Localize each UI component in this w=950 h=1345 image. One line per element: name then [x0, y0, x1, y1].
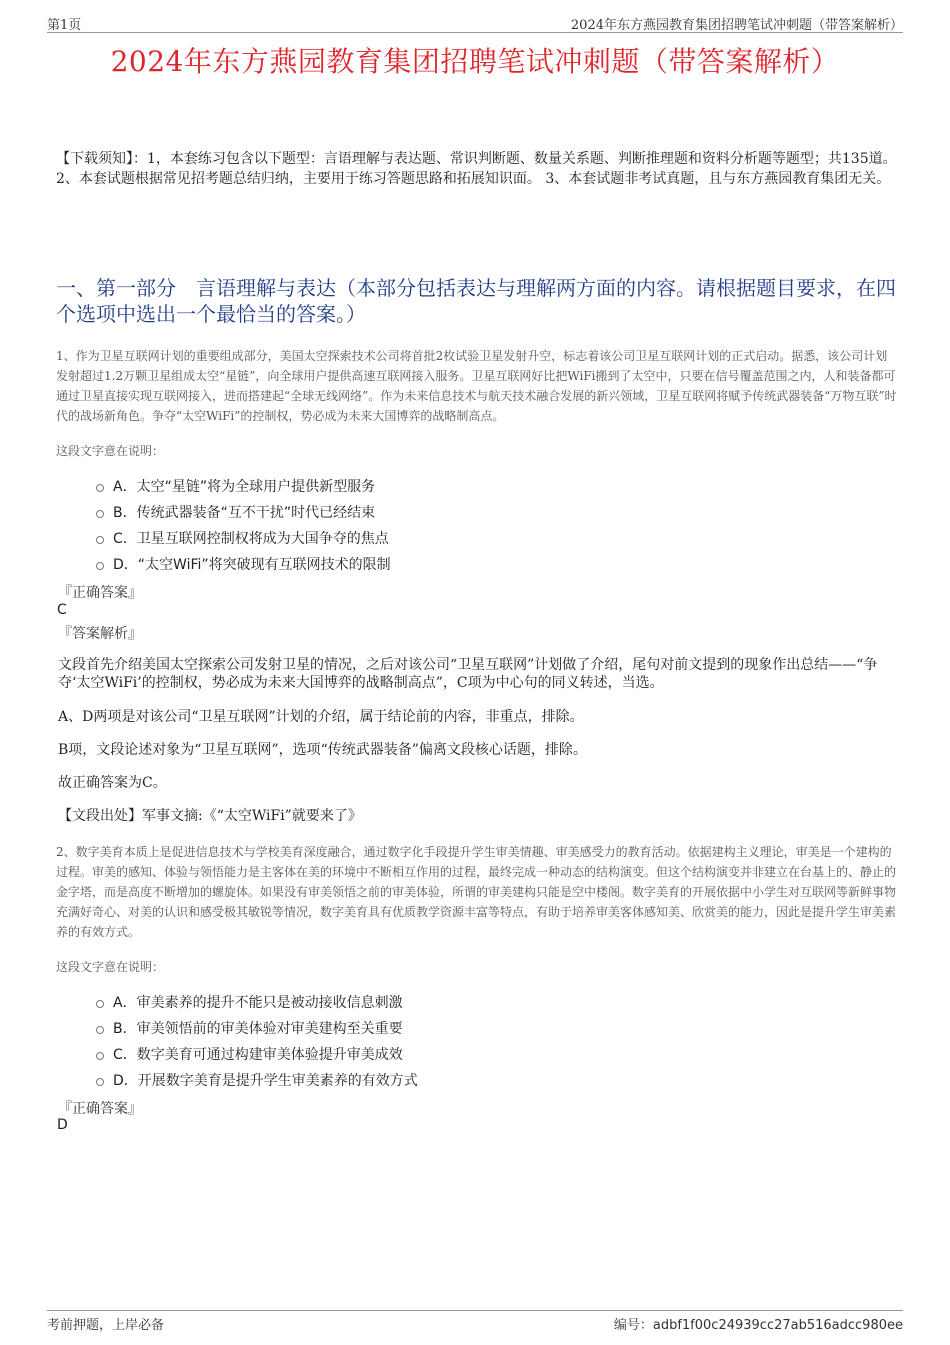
question-1-source: 【文段出处】军事文摘:《“太空WiFi”就要来了》: [58, 808, 362, 824]
option-label: D．开展数字美育是提升学生审美素养的有效方式: [113, 1073, 418, 1089]
question-2-option-c[interactable]: [96, 1044, 403, 1064]
footer-serial: [614, 1314, 903, 1333]
question-2-option-b[interactable]: [96, 1018, 403, 1038]
radio-icon[interactable]: [96, 484, 104, 492]
option-label: A．太空“星链”将为全球用户提供新型服务: [113, 479, 376, 495]
page-header: [47, 14, 903, 33]
document-title: 2024年东方燕园教育集团招聘笔试冲刺题（带答案解析）: [110, 45, 840, 78]
radio-icon[interactable]: [96, 1000, 104, 1008]
radio-icon[interactable]: [96, 1052, 104, 1060]
question-1-analysis-paragraph: A、D两项是对该公司“卫星互联网”计划的介绍，属于结论前的内容，非重点，排除。: [58, 709, 584, 725]
option-label: B．传统武器装备“互不干扰”时代已经结束: [113, 505, 376, 521]
question-1-option-a[interactable]: [96, 476, 375, 496]
question-1-analysis-paragraph: 文段首先介绍美国太空探索公司发射卫星的情况，之后对该公司“卫星互联网”计划做了介绍，尾句对前文提到的现象作出总结——“争夺‘太空WiFi’的控制权，势必成为未来大国博弈的战略制高点”，C项为中心句的同义转述，当选。: [58, 657, 878, 691]
section-title: 一、第一部分 言语理解与表达（本部分包括表达与理解两方面的内容。请根据题目要求，在四个选项中选出一个最恰当的答案。）: [56, 276, 896, 326]
option-label: C．卫星互联网控制权将成为大国争夺的焦点: [113, 531, 389, 547]
radio-icon[interactable]: [96, 536, 104, 544]
question-1-analysis-label: 『答案解析』: [58, 626, 142, 642]
page-footer: [47, 1310, 903, 1331]
question-2-answer-label: 『正确答案』: [58, 1101, 142, 1117]
question-1-option-b[interactable]: [96, 502, 375, 522]
question-2-prompt: 这段文字意在说明：: [56, 960, 165, 974]
radio-icon[interactable]: [96, 510, 104, 518]
question-1-analysis-paragraph: B项，文段论述对象为“卫星互联网”，选项“传统武器装备”偏离文段核心话题，排除。: [58, 742, 587, 758]
footer-slogan: 考前押题，上岸必备: [47, 1318, 165, 1333]
download-notice: 【下载须知】：1，本套练习包含以下题型：言语理解与表达题、常识判断题、数量关系题、判断推理题和资料分析题等题型；共135道。 2、本套试题根据常见招考题总结归纳，主要用于练习答题思路和拓展知识面。 3、本套试题非考试真题，且与东方燕园教育集团无关。: [56, 151, 897, 187]
question-2-option-d[interactable]: [96, 1070, 418, 1090]
option-label: C．数字美育可通过构建审美体验提升审美成效: [113, 1047, 403, 1063]
question-2-answer: D: [57, 1117, 68, 1133]
radio-icon[interactable]: [96, 562, 104, 570]
option-label: B．审美领悟前的审美体验对审美建构至关重要: [113, 1021, 403, 1037]
question-1-option-c[interactable]: [96, 528, 389, 548]
page-number: 第1页: [47, 18, 82, 33]
question-1-text: 1、作为卫星互联网计划的重要组成部分，美国太空探索技术公司将首批2枚试验卫星发射升空，标志着该公司卫星互联网计划的正式启动。据悉，该公司计划发射超过1.2万颗卫星组成太空“星链”，向全球用户提供高速互联网接入服务。卫星互联网好比把WiFi搬到了太空中，只要在信号覆盖范围之内，人和装备都可通过卫星直接实现互联网接入，进而搭建起“全球无线网络”。作为未来信息技术与航天技术融合发展的新兴领域，卫星互联网将赋予传统武器装备“万物互联”时代的战场新角色。争夺“太空WiFi”的控制权，势必成为未来大国博弈的战略制高点。: [56, 349, 897, 423]
question-2-option-a[interactable]: [96, 992, 403, 1012]
option-label: D．“太空WiFi”将突破现有互联网技术的限制: [113, 557, 391, 573]
radio-icon[interactable]: [96, 1078, 104, 1086]
question-2-text: 2、数字美育本质上是促进信息技术与学校美育深度融合，通过数字化手段提升学生审美情趣、审美感受力的教育活动。依据建构主义理论，审美是一个建构的过程。审美的感知、体验与领悟能力是主客体在美的环境中不断相互作用的过程，最终完成一种动态的结构演变。但这个结构演变并非建立在台基上的、静止的金字塔，而是高度不断增加的螺旋体。如果没有审美领悟之前的审美体验，所谓的审美建构只能是空中楼阁。数字美育的开展依据中小学生对互联网等新鲜事物充满好奇心、对美的认识和感受极其敏锐等情况，数字美育具有优质教学资源丰富等特点，有助于培养审美客体感知美、欣赏美的能力，因此是提升学生审美素养的有效方式。: [56, 845, 897, 939]
question-1-prompt: 这段文字意在说明：: [56, 444, 165, 458]
radio-icon[interactable]: [96, 1026, 104, 1034]
serial-label: 编号：: [613, 1318, 653, 1333]
serial-number: adbf1f00c24939cc27ab516adcc980ee: [652, 1318, 903, 1333]
question-1-option-d[interactable]: [96, 554, 391, 574]
question-1-answer-label: 『正确答案』: [58, 585, 142, 601]
option-label: A．审美素养的提升不能只是被动接收信息刺激: [113, 995, 403, 1011]
question-1-analysis-paragraph: 故正确答案为C。: [58, 775, 167, 791]
question-1-answer: C: [57, 602, 67, 618]
header-doc-title: 2024年东方燕园教育集团招聘笔试冲刺题（带答案解析）: [570, 18, 903, 33]
